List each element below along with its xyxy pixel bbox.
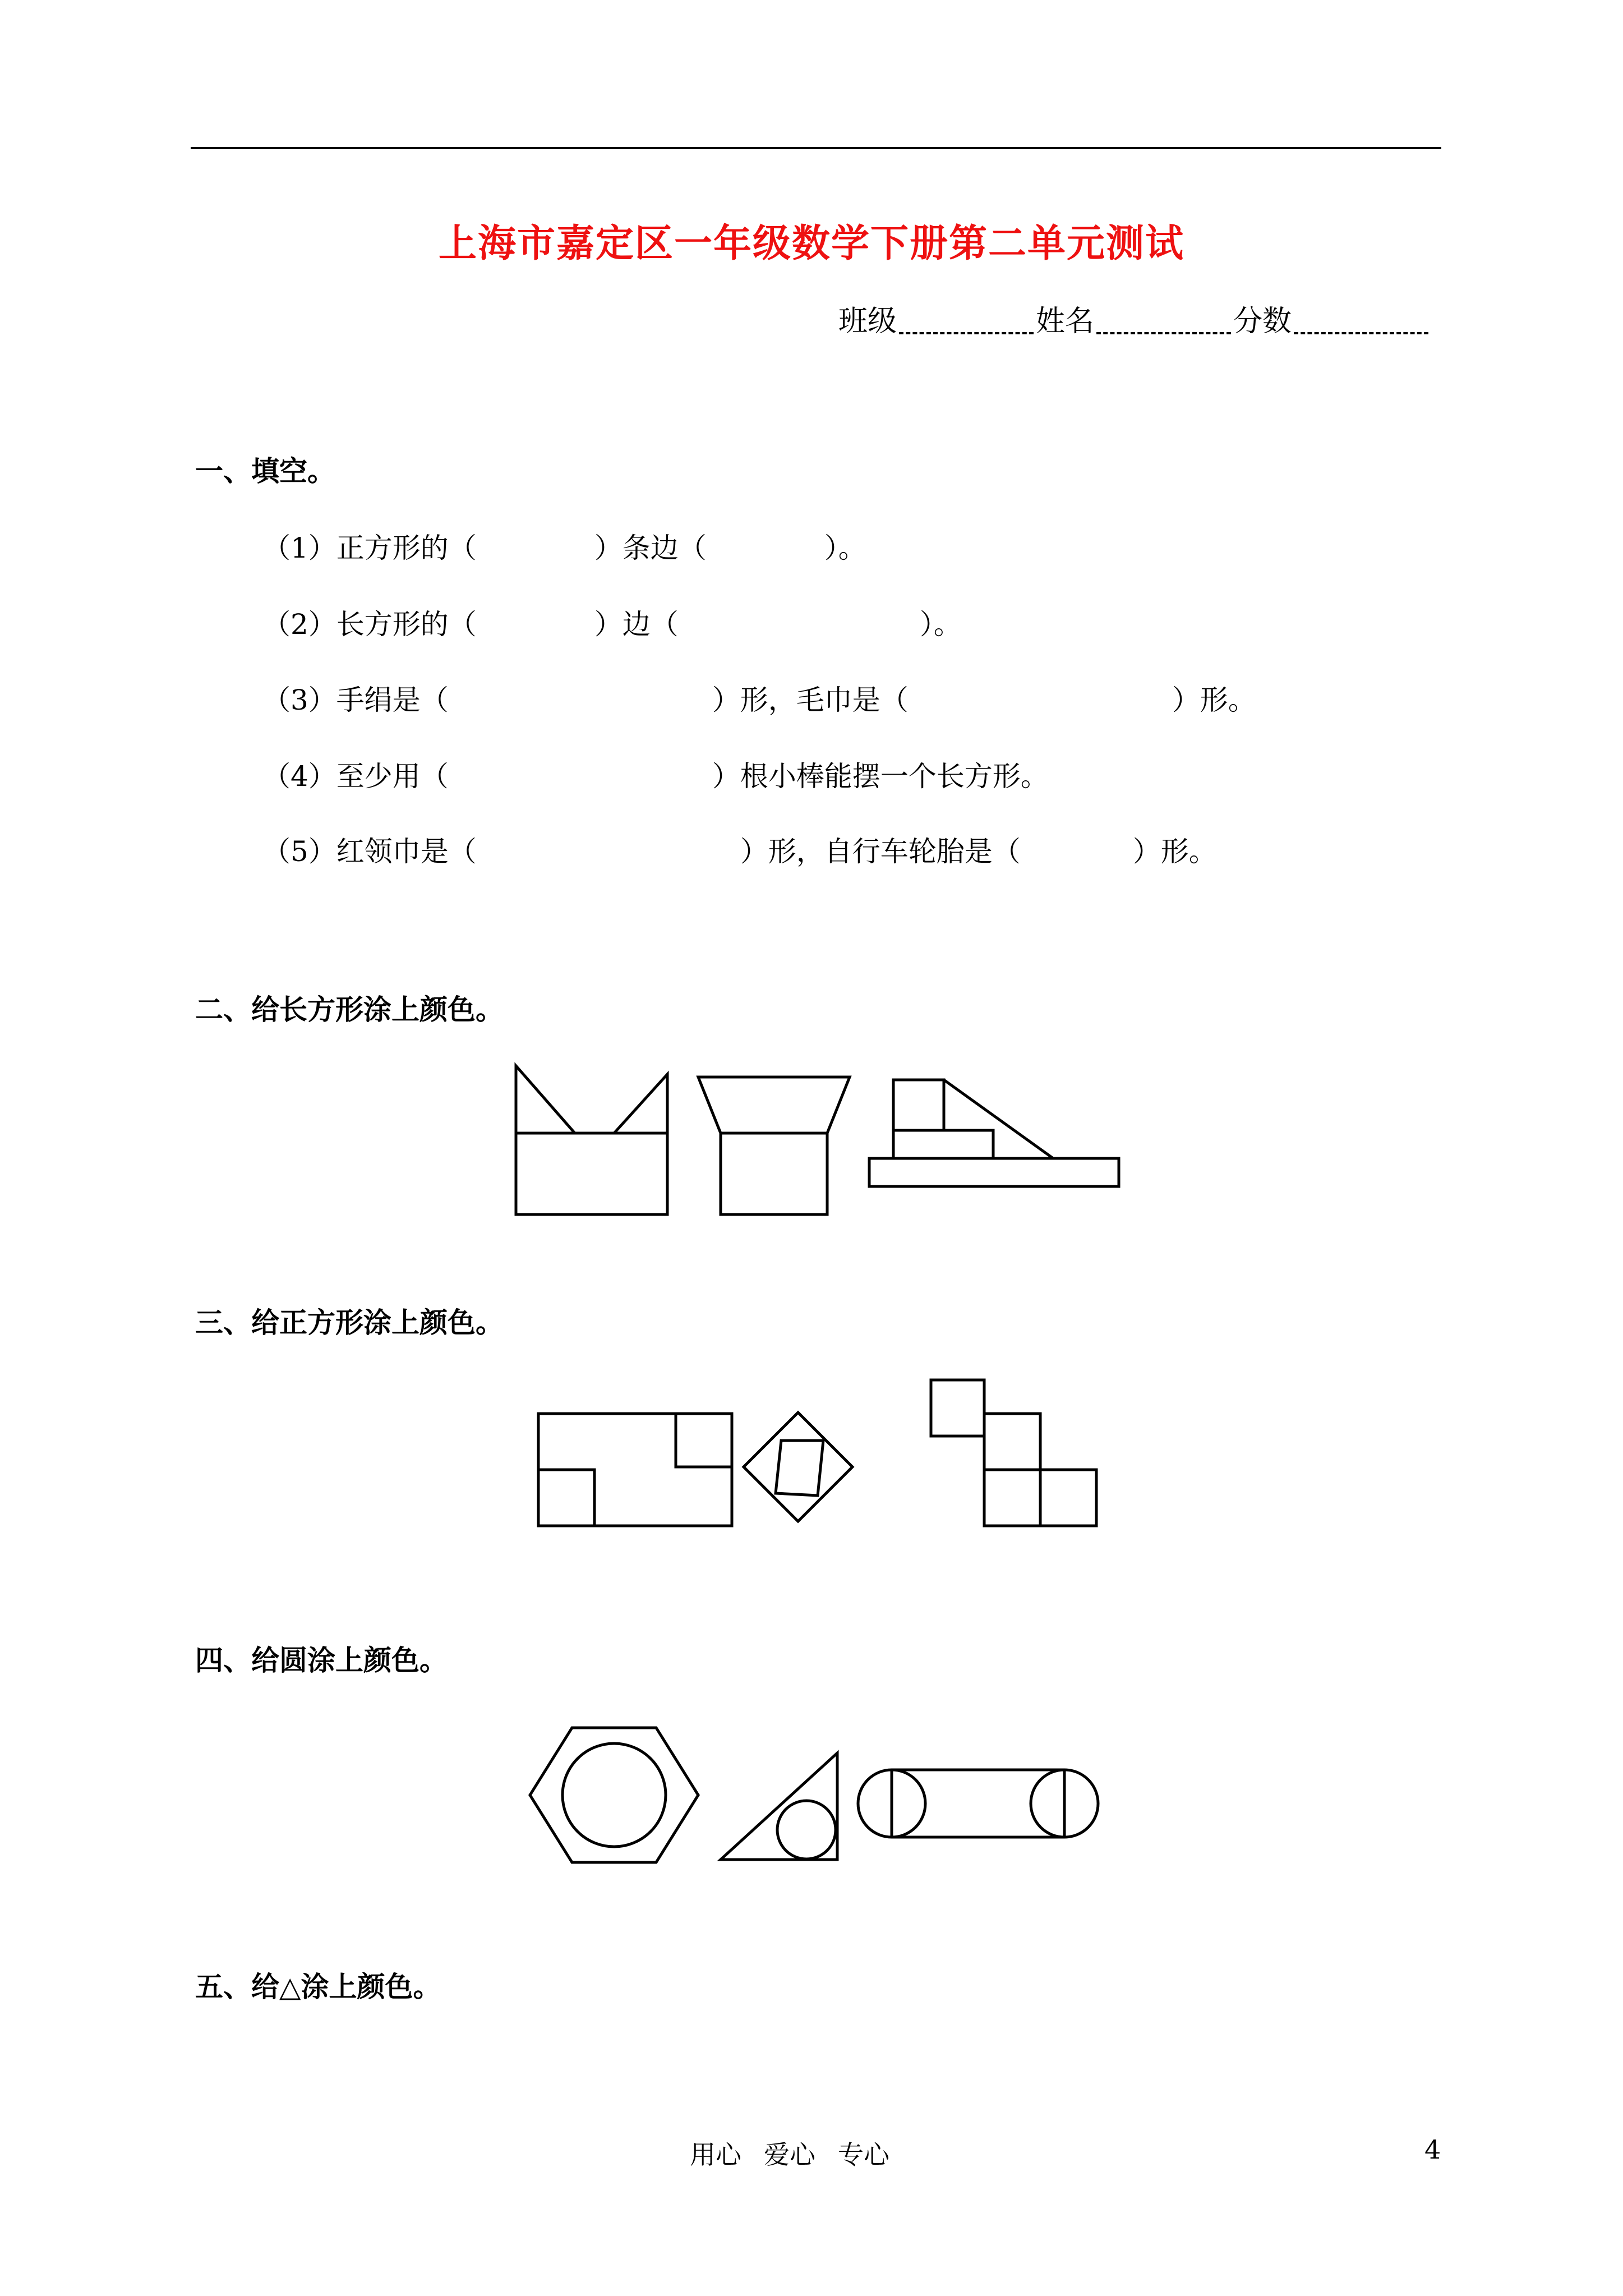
figure-triangle-circle[interactable] [721,1753,837,1860]
q1-part-b: ）条边（ [594,532,707,564]
shape-rect-base[interactable] [516,1133,667,1214]
q3-part-b: ）形，毛巾是（ [712,684,909,716]
shape-hexagon[interactable] [530,1728,698,1862]
q2-part-c: ）。 [919,608,962,641]
shape-square-d[interactable] [1040,1470,1096,1526]
q2-part-b: ）边（ [594,608,679,641]
section-circle-heading: 四、给圆涂上颜色。 [195,1644,448,1677]
question-2 [262,602,962,642]
score-label: 分数 [1233,305,1292,338]
shape-rect-middle[interactable] [893,1130,993,1158]
section-rectangle-heading: 二、给长方形涂上颜色。 [195,993,504,1026]
student-info-line [838,297,1431,339]
rectangle-figures [505,1055,1138,1234]
shape-square-bottom-left[interactable] [538,1470,594,1526]
shape-trapezoid[interactable] [698,1077,850,1133]
question-4 [262,754,1049,794]
shape-diamond[interactable] [744,1412,852,1521]
footer-text-1: 用心 [690,2139,741,2170]
q1-part-c: ）。 [824,532,866,564]
shape-triangle-left[interactable] [516,1066,575,1133]
q2-part-a: （2）长方形的（ [262,608,477,641]
shape-square-a[interactable] [931,1380,984,1436]
shape-slope-line[interactable] [944,1080,1053,1158]
page-number: 4 [1424,2134,1441,2165]
square-figures-svg [527,1363,1099,1537]
shape-right-triangle[interactable] [721,1753,837,1860]
figure-stepped-squares[interactable] [931,1380,1096,1526]
question-1 [262,526,866,566]
section-square-heading: 三、给正方形涂上颜色。 [195,1306,504,1339]
q5-part-c: ）形。 [1132,835,1217,868]
shape-triangle-right[interactable] [614,1074,667,1133]
figure-rect-with-squares[interactable] [538,1414,732,1526]
class-label: 班级 [838,305,897,338]
shape-inner-square[interactable] [776,1441,823,1496]
shape-square-b[interactable] [984,1414,1040,1470]
shape-rect-stand[interactable] [721,1133,827,1214]
header-rule [191,147,1441,149]
section-triangle-heading: 五、给△涂上颜色。 [195,1970,441,2003]
shape-circle-small[interactable] [777,1801,836,1859]
q4-part-b: ）根小棒能摆一个长方形。 [712,760,1049,793]
question-5 [262,829,1217,869]
shape-square-top[interactable] [893,1080,944,1130]
q3-part-a: （3）手绢是（ [262,684,449,716]
figure-hexagon-circle[interactable] [530,1728,698,1862]
class-blank[interactable] [899,307,1034,334]
footer-text-3: 专心 [838,2139,889,2170]
figure-diamond[interactable] [744,1412,852,1521]
question-3 [262,678,1256,718]
q4-part-a: （4）至少用（ [262,760,449,793]
q1-part-a: （1）正方形的（ [262,532,477,564]
footer-text-2: 爱心 [764,2139,815,2170]
name-label: 姓名 [1036,305,1095,338]
q5-part-a: （5）红领巾是（ [262,835,477,868]
circle-figures [527,1711,1110,1879]
section-fill-blank-heading: 一、填空。 [195,454,335,487]
q5-part-b: ）形，自行车轮胎是（ [740,835,1021,868]
name-blank[interactable] [1096,307,1231,334]
figure-house-shape[interactable] [516,1066,667,1214]
rectangle-figures-svg [505,1055,1138,1234]
shape-rect-long[interactable] [869,1158,1119,1186]
score-blank[interactable] [1294,307,1428,334]
shape-square-top-right[interactable] [676,1414,732,1467]
shape-circle-large[interactable] [562,1743,666,1847]
figure-lamp-shape[interactable] [698,1077,850,1214]
figure-slide-shape[interactable] [869,1080,1119,1186]
q3-part-c: ）形。 [1172,684,1256,716]
shape-square-c[interactable] [984,1470,1040,1526]
page-title: 上海市嘉定区一年级数学下册第二单元测试 [438,221,1184,266]
figure-capsule[interactable] [858,1770,1098,1837]
footer-slogan [690,2134,912,2171]
circle-figures-svg [527,1711,1110,1879]
square-figures [527,1363,1099,1537]
